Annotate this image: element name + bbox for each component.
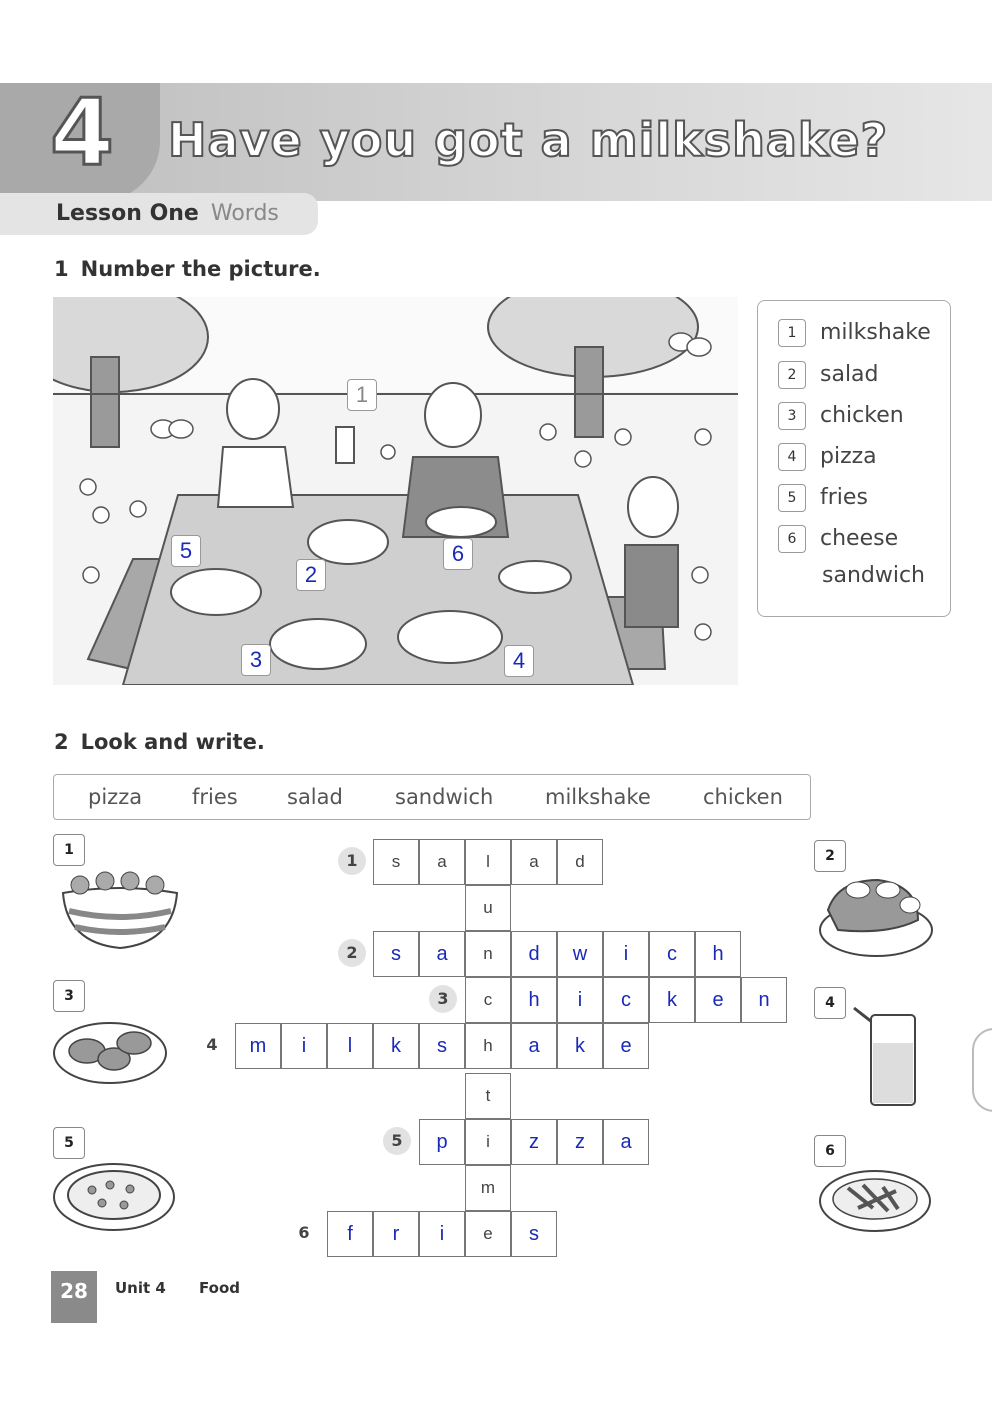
exercise-2-heading	[54, 730, 265, 754]
word-bank-item: milkshake	[545, 785, 651, 809]
lesson-heading	[56, 201, 279, 226]
word-list-item	[778, 484, 868, 512]
unit-number: 4	[50, 79, 115, 186]
word-list-word: salad	[820, 362, 879, 387]
crossword-cell[interactable]: h	[465, 1023, 511, 1069]
word-bank-item: fries	[192, 785, 238, 809]
crossword-cell[interactable]: u	[465, 885, 511, 931]
crossword-cell[interactable]: a	[511, 839, 557, 885]
clue-number-2: 2	[338, 939, 366, 967]
exercise-2-instruction: Look and write.	[80, 730, 265, 754]
word-bank-item: pizza	[88, 785, 143, 809]
word-list-box	[757, 300, 951, 617]
crossword-cell[interactable]: s	[373, 839, 419, 885]
word-list-number: 4	[778, 443, 806, 471]
crossword-cell[interactable]: w	[557, 931, 603, 977]
word-bank	[53, 774, 811, 820]
crossword-cell[interactable]: f	[327, 1211, 373, 1257]
clue-number-4: 4	[206, 1035, 218, 1054]
crossword-cell[interactable]: i	[557, 977, 603, 1023]
crossword-cell[interactable]: k	[373, 1023, 419, 1069]
lesson-sub: Words	[210, 201, 279, 226]
page-title: Have you got a milkshake?	[168, 113, 889, 167]
word-list-item	[778, 319, 931, 347]
word-list-item	[778, 361, 879, 389]
crossword-cell[interactable]: n	[741, 977, 787, 1023]
word-list-number: 6	[778, 525, 806, 553]
picture-number-6: 6	[814, 1135, 846, 1167]
fries-plate-icon	[818, 1163, 936, 1238]
word-list-number: 3	[778, 402, 806, 430]
pizza-plate-icon	[52, 1155, 177, 1240]
crossword-cell[interactable]: s	[511, 1211, 557, 1257]
picnic-illustration	[53, 297, 738, 685]
word-bank-item: sandwich	[395, 785, 494, 809]
crossword-cell[interactable]: s	[373, 931, 419, 977]
exercise-1-number: 1	[54, 257, 69, 281]
exercise-1-heading	[54, 257, 321, 281]
word-bank-item: chicken	[703, 785, 783, 809]
word-list-number: 2	[778, 361, 806, 389]
crossword-cell[interactable]: k	[649, 977, 695, 1023]
page-number: 28	[51, 1271, 97, 1323]
word-list-continuation: sandwich	[822, 563, 925, 588]
crossword-cell[interactable]: m	[465, 1165, 511, 1211]
footer-topic: Food	[199, 1279, 240, 1297]
picture-number-2: 2	[814, 840, 846, 872]
crossword-cell[interactable]: h	[511, 977, 557, 1023]
picture-label-5: 5	[171, 535, 201, 567]
exercise-1-instruction: Number the picture.	[80, 257, 321, 281]
picture-label-4: 4	[504, 645, 534, 677]
picture-number-3: 3	[53, 980, 85, 1012]
crossword-cell[interactable]: l	[465, 839, 511, 885]
crossword-cell[interactable]: m	[235, 1023, 281, 1069]
word-list-item	[778, 443, 877, 471]
crossword-cell[interactable]: c	[603, 977, 649, 1023]
crossword-cell[interactable]: d	[511, 931, 557, 977]
clue-number-6: 6	[298, 1223, 310, 1242]
crossword-cell[interactable]: s	[419, 1023, 465, 1069]
picnic-scene	[53, 297, 738, 685]
crossword-cell[interactable]: p	[419, 1119, 465, 1165]
crossword-cell[interactable]: t	[465, 1073, 511, 1119]
crossword-cell[interactable]: i	[281, 1023, 327, 1069]
crossword-cell[interactable]: a	[419, 839, 465, 885]
crossword-cell[interactable]: c	[649, 931, 695, 977]
picture-number-4: 4	[814, 987, 846, 1019]
salad-bowl-icon	[55, 863, 185, 953]
crossword-cell[interactable]: n	[465, 931, 511, 977]
crossword-cell[interactable]: i	[603, 931, 649, 977]
picture-label-3: 3	[241, 644, 271, 676]
word-list-item	[778, 525, 898, 553]
crossword-cell[interactable]: k	[557, 1023, 603, 1069]
footer-unit: Unit 4	[115, 1279, 166, 1297]
picture-number-1: 1	[53, 834, 85, 866]
workbook-page	[0, 79, 992, 1323]
crossword-cell[interactable]: e	[465, 1211, 511, 1257]
chicken-plate-icon	[52, 1011, 172, 1093]
word-list-word: milkshake	[820, 320, 931, 345]
sandwich-plate-icon	[818, 865, 938, 965]
clue-number-3: 3	[429, 985, 457, 1013]
clue-number-5: 5	[383, 1127, 411, 1155]
crossword-cell[interactable]: e	[695, 977, 741, 1023]
lesson-label: Lesson One	[56, 201, 199, 226]
word-list-word: cheese	[820, 526, 899, 551]
milkshake-glass-icon	[846, 1003, 926, 1113]
crossword-cell[interactable]: e	[603, 1023, 649, 1069]
picture-label-2: 2	[296, 559, 326, 591]
word-bank-item: salad	[287, 785, 343, 809]
word-list-number: 5	[778, 484, 806, 512]
crossword-cell[interactable]: z	[557, 1119, 603, 1165]
crossword-cell[interactable]: d	[557, 839, 603, 885]
word-list-item	[778, 402, 904, 430]
crossword-cell[interactable]: c	[465, 977, 511, 1023]
exercise-2-number: 2	[54, 730, 69, 754]
word-list-word: pizza	[820, 444, 877, 469]
word-list-word: fries	[820, 485, 868, 510]
crossword-cell[interactable]: a	[419, 931, 465, 977]
word-list-number: 1	[778, 319, 806, 347]
crossword-cell[interactable]: z	[511, 1119, 557, 1165]
crossword-cell[interactable]: l	[327, 1023, 373, 1069]
word-list-word: chicken	[820, 403, 904, 428]
crossword-cell[interactable]: h	[695, 931, 741, 977]
crossword-cell[interactable]: a	[511, 1023, 557, 1069]
crossword-cell[interactable]: r	[373, 1211, 419, 1257]
crossword-cell[interactable]: i	[419, 1211, 465, 1257]
picture-label-1: 1	[347, 379, 377, 411]
picture-label-6: 6	[443, 538, 473, 570]
crossword-cell[interactable]: a	[603, 1119, 649, 1165]
crossword-cell[interactable]: i	[465, 1119, 511, 1165]
picture-number-5: 5	[53, 1127, 85, 1159]
page-edge-tab	[972, 1028, 992, 1112]
clue-number-1: 1	[338, 847, 366, 875]
